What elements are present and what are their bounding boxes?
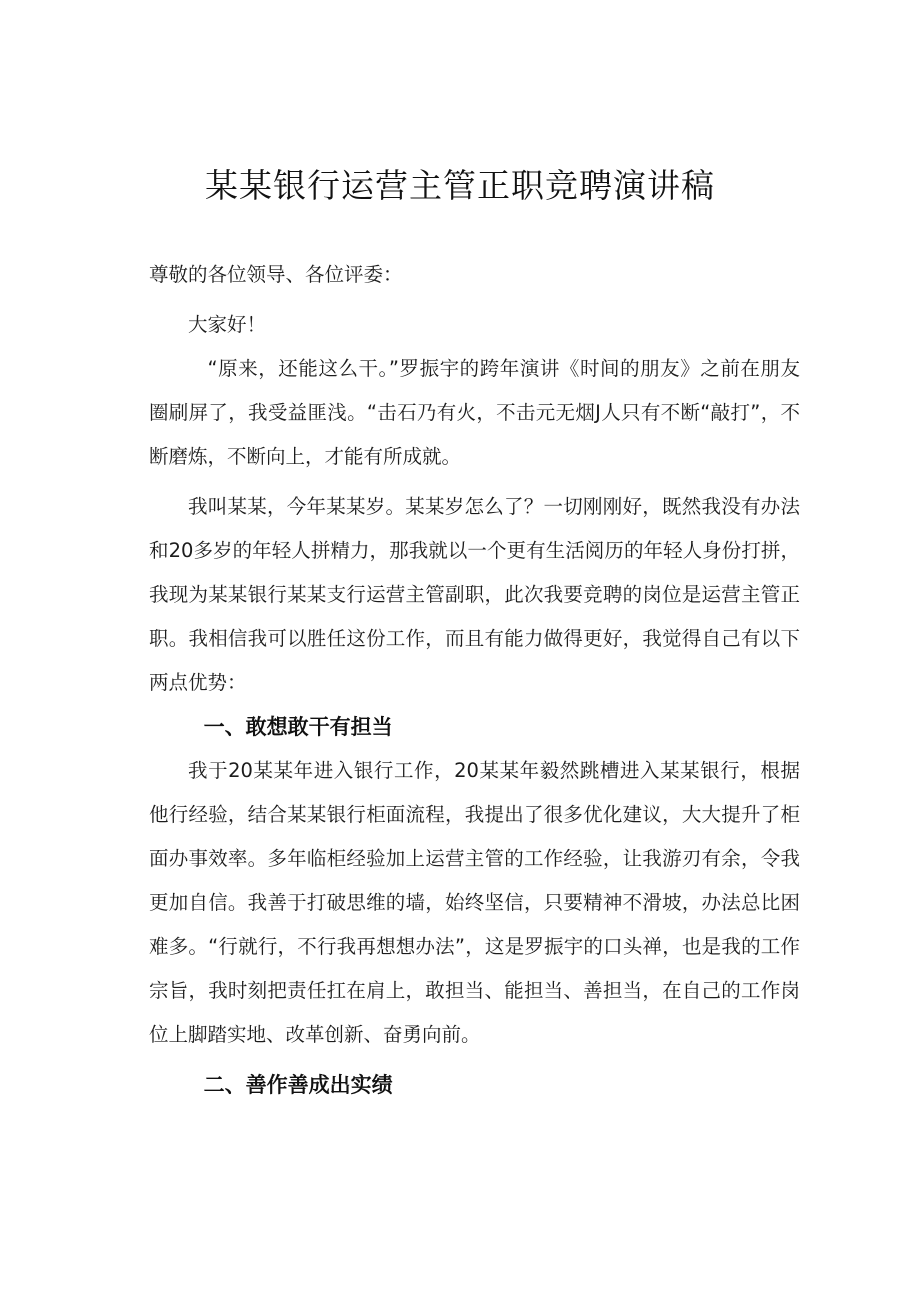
- document-body: [149, 253, 800, 1107]
- paragraph-section-1: 我于20某某年进入银行工作，20某某年毅然跳槽进入某某银行，根据他行经验，结合某某银行柜面流程，我提出了很多优化建议，大大提升了柜面办事效率。多年临柜经验加上运营主管的工作经验，让我游刃有余，令我更加自信。我善于打破思维的墙，始终坚信，只要精神不滑坡，办法总比困难多。“行就行，不行我再想想办法”，这是罗振宇的口头禅，也是我的工作宗旨，我时刻把责任扛在肩上，敢担当、能担当、善担当，在自己的工作岗位上脚踏实地、改革创新、奋勇向前。: [149, 759, 800, 1046]
- paragraph-opening-quote: “原来，还能这么干。”罗振宇的跨年演讲《时间的朋友》之前在朋友圈刷屏了，我受益匪浅。“击石乃有火，不击元无烟J人只有不断“敲打”，不断磨炼，不断向上，才能有所成就。: [149, 357, 800, 468]
- greeting: 大家好！: [188, 313, 267, 336]
- section-heading-1: 一、敢想敢干有担当: [203, 715, 393, 739]
- salutation: 尊敬的各位领导、各位评委：: [149, 263, 403, 286]
- document-title: 某某银行运营主管正职竞聘演讲稿: [205, 166, 715, 205]
- section-heading-2: 二、善作善成出实绩: [203, 1073, 393, 1097]
- paragraph-self-introduction: 我叫某某，今年某某岁。某某岁怎么了？一切刚刚好，既然我没有办法和20多岁的年轻人拼精力，那我就以一个更有生活阅历的年轻人身份打拼，我现为某某银行某某支行运营主管副职，此次我要竞聘的岗位是运营主管正职。我相信我可以胜任这份工作，而且有能力做得更好，我觉得自己有以下两点优势：: [149, 495, 800, 694]
